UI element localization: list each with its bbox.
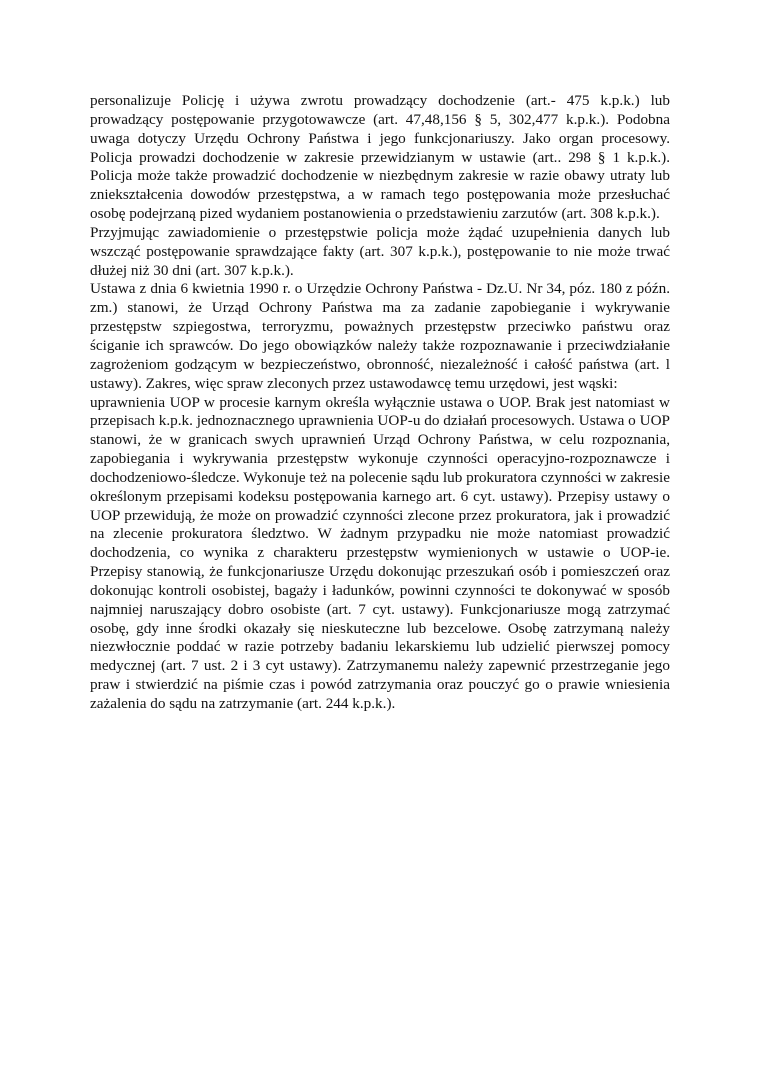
paragraph-zawiadomienie: Przyjmując zawiadomienie o przestępstwie policja może żądać uzupełnienia danych lub wszcząć postępowanie sprawdzające fakty (art. 307 k.p.k.), postępowanie to nie może trwać dłużej niż 30 dni (art. 307 k.p.k.). (90, 223, 670, 279)
paragraph-policja-dochodzenie: personalizuje Policję i używa zwrotu prowadzący dochodzenie (art.- 475 k.p.k.) lub prowadzący postępowanie przygotowawcze (art. 47,48,156 § 5, 302,477 k.p.k.). Podobna uwaga dotyczy Urzędu Ochrony Państwa i jego funkcjonariuszy. Jako organ procesowy. Policja prowadzi dochodzenie w zakresie przewidzianym w ustawie (art.. 298 § 1 k.p.k.). Policja może także prowadzić dochodzenie w niezbędnym zakresie w razie obawy utraty lub zniekształcenia dowodów przestępstwa, a w ramach tego postępowania może przesłuchać osobę podejrzaną pized wydaniem postanowienia o przedstawieniu zarzutów (art. 308 k.p.k.). (90, 92, 670, 223)
paragraph-ustawa-uop: Ustawa z dnia 6 kwietnia 1990 r. o Urzędzie Ochrony Państwa - Dz.U. Nr 34, póz. 180 z późn. zm.) stanowi, że Urząd Ochrony Państwa ma za zadanie zapobieganie i wykrywanie przestępstw szpiegostwa, terroryzmu, poważnych przestępstw przeciwko państwu oraz ściganie ich sprawców. Do jego obowiązków należy także rozpoznawanie i przeciwdziałanie zagrożeniom godzącym w bezpieczeństwo, obronność, niezależność i całość państwa (art. l ustawy). Zakres, więc spraw zleconych przez ustawodawcę temu urzędowi, jest wąski: (90, 280, 670, 392)
document-page (90, 92, 670, 714)
paragraph-uprawnienia-uop: uprawnienia UOP w procesie karnym określa wyłącznie ustawa o UOP. Brak jest natomiast w przepisach k.p.k. jednoznacznego uprawnienia UOP-u do działań procesowych. Ustawa o UOP stanowi, że w granicach swych uprawnień Urząd Ochrony Państwa, w celu rozpoznania, zapobiegania i wykrywania przestępstw wykonuje czynności operacyjno-rozpoznawcze i dochodzeniowo-śledcze. Wykonuje też na polecenie sądu lub prokuratora czynności w zakresie określonym przepisami kodeksu postępowania karnego art. 6 cyt. ustawy). Przepisy ustawy o UOP przewidują, że może on prowadzić czynności zlecone przez prokuratora, jak i prowadzić na zlecenie prokuratora śledztwo. W żadnym przypadku nie może natomiast prowadzić dochodzenia, co wynika z charakteru przestępstw wymienionych w ustawie o UOP-ie. Przepisy stanowią, że funkcjonariusze Urzędu dokonując przeszukań osób i pomieszczeń oraz dokonując kontroli osobistej, bagaży i ładunków, powinni czynności te dokonywać w sposób najmniej naruszający dobro osobiste (art. 7 cyt. ustawy). Funkcjonariusze mogą zatrzymać osobę, gdy inne środki okazały się nieskuteczne lub bezcelowe. Osobę zatrzymaną należy niezwłocznie poddać w razie potrzeby badaniu lekarskiemu lub udzielić pierwszej pomocy medycznej (art. 7 ust. 2 i 3 cyt ustawy). Zatrzymanemu należy zapewnić przestrzeganie jego praw i stwierdzić na piśmie czas i powód zatrzymania oraz pouczyć go o prawie wniesienia zażalenia do sądu na zatrzymanie (art. 244 k.p.k.). (90, 393, 670, 712)
